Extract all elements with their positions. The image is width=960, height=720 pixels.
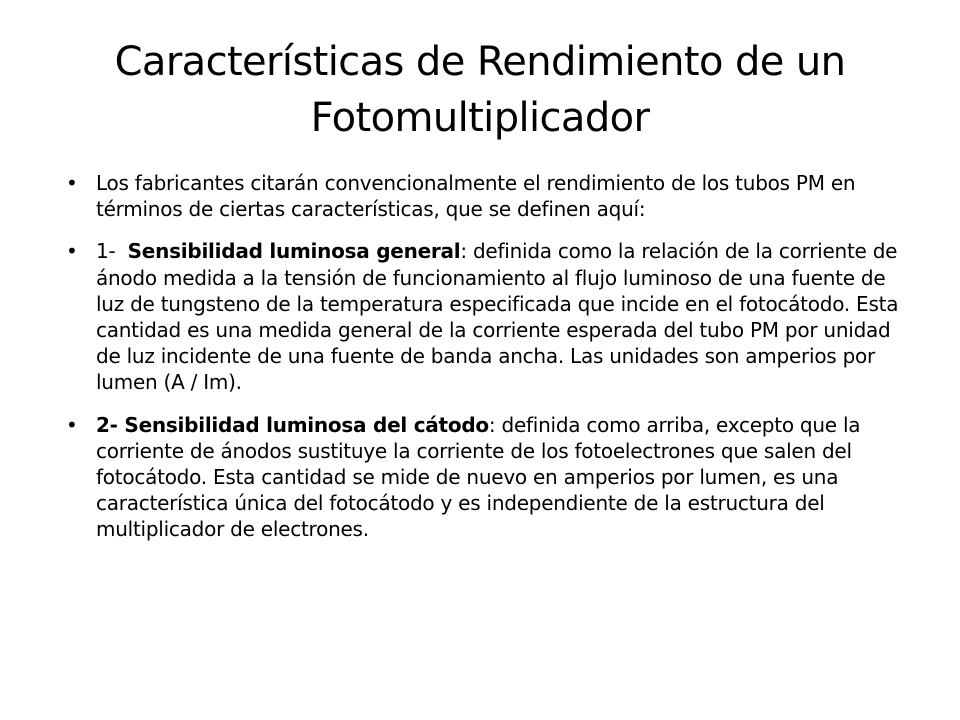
bullet-item-intro: [66, 170, 910, 222]
bullet-item-general-sensitivity: [66, 238, 910, 395]
bullet-text: : definida como la relación de la corriente de ánodo medida a la tensión de funcionamiento al flujo luminoso de una fuente de luz de tungsteno de la temperatura especificada que incide en el fotocátodo. Esta cantidad es una medida general de la corriente esperada del tubo PM por unidad de luz incidente de una fuente de banda ancha. Las unidades son amperios por lumen (A / Im).: [96, 239, 899, 395]
slide-title: Características de Rendimiento de un Fotomultiplicador: [114, 39, 846, 141]
bullet-list: [66, 170, 910, 559]
bullet-item-cathode-sensitivity: [66, 412, 910, 543]
bullet-text: Los fabricantes citarán convencionalmente el rendimiento de los tubos PM en términos de ciertas características, que se definen aquí:: [96, 171, 856, 222]
bullet-term: 2- Sensibilidad luminosa del cátodo: [96, 412, 489, 437]
bullet-icon: •: [66, 412, 78, 437]
bullet-icon: •: [66, 239, 78, 264]
bullet-term: Sensibilidad luminosa general: [127, 239, 461, 264]
bullet-icon: •: [66, 171, 78, 195]
bullet-text: : definida como arriba, excepto que la corriente de ánodos sustituye la corriente de los fotoelectrones que salen del fotocátodo. Esta cantidad se mide de nuevo en amperios por lumen, es una característica única del fotocátodo y es independiente de la estructura del multiplicador de electrones.: [96, 412, 861, 542]
bullet-prefix: 1-: [96, 239, 128, 264]
